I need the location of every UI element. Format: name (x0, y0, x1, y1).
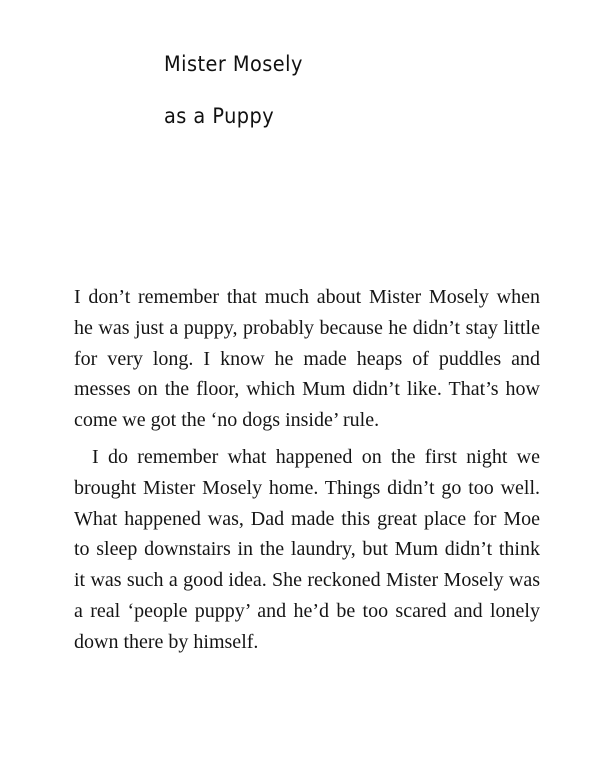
chapter-title (164, 38, 303, 142)
paragraph-1: I don’t remember that much about Mister Mosely when he was just a puppy, probably because he didn’t stay little for very long. I know he made heaps of puddles and messes on the floor, which Mum didn’t like. That’s how come we got the ‘no dogs inside’ rule. (74, 286, 540, 432)
chapter-title-line-2: as a Puppy (164, 104, 275, 128)
chapter-body (74, 282, 540, 658)
chapter-title-line-1: Mister Mosely (164, 52, 303, 76)
paragraph-2: I do remember what happened on the first night we brought Mister Mosely home. Things didn’t go too well. What happened was, Dad made this great place for Moe to sleep downstairs in the laundry, but Mum didn’t think it was such a good idea. She reckoned Mister Mosely was a real ‘people puppy’ and he’d be too scared and lonely down there by himself. (74, 445, 540, 653)
